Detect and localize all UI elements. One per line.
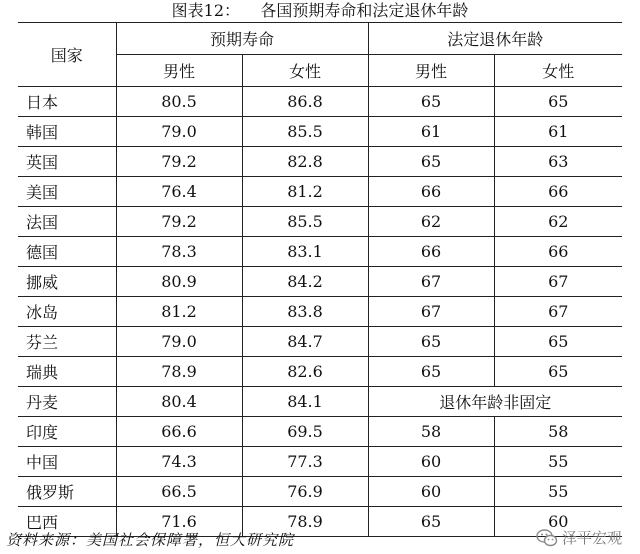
life-female-cell: 83.1 bbox=[242, 237, 368, 267]
table-row bbox=[18, 87, 622, 117]
retire-male-cell: 61 bbox=[368, 117, 494, 147]
retire-male-cell: 65 bbox=[368, 87, 494, 117]
life-male-cell: 79.2 bbox=[116, 207, 242, 237]
country-cell: 印度 bbox=[18, 417, 116, 447]
source-note: 资料来源：美国社会保障署，恒大研究院 bbox=[6, 531, 295, 549]
life-female-cell: 82.6 bbox=[242, 357, 368, 387]
life-female-cell: 83.8 bbox=[242, 297, 368, 327]
life-male-cell: 76.4 bbox=[116, 177, 242, 207]
retire-male-cell: 58 bbox=[368, 417, 494, 447]
table-row bbox=[18, 177, 622, 207]
table-row bbox=[18, 237, 622, 267]
life-female-cell: 85.5 bbox=[242, 207, 368, 237]
header-retirement-age: 法定退休年龄 bbox=[368, 23, 622, 55]
retire-female-cell: 66 bbox=[494, 237, 622, 267]
retire-female-cell: 65 bbox=[494, 87, 622, 117]
header-life-female: 女性 bbox=[242, 55, 368, 87]
header-retire-male: 男性 bbox=[368, 55, 494, 87]
header-retire-female: 女性 bbox=[494, 55, 622, 87]
country-cell: 美国 bbox=[18, 177, 116, 207]
life-male-cell: 80.4 bbox=[116, 387, 242, 417]
watermark-text: 泽平宏观 bbox=[561, 529, 622, 547]
country-cell: 韩国 bbox=[18, 117, 116, 147]
retire-female-cell: 55 bbox=[494, 477, 622, 507]
header-life-male: 男性 bbox=[116, 55, 242, 87]
retire-female-cell: 66 bbox=[494, 177, 622, 207]
country-cell: 俄罗斯 bbox=[18, 477, 116, 507]
table-row bbox=[18, 297, 622, 327]
retire-female-cell: 63 bbox=[494, 147, 622, 177]
retire-male-cell: 67 bbox=[368, 297, 494, 327]
country-cell: 英国 bbox=[18, 147, 116, 177]
life-male-cell: 80.5 bbox=[116, 87, 242, 117]
table-title: 图表12： 各国预期寿命和法定退休年龄 bbox=[171, 1, 469, 20]
retire-female-cell: 65 bbox=[494, 327, 622, 357]
retirement-merged-cell: 退休年龄非固定 bbox=[368, 387, 622, 417]
life-male-cell: 79.2 bbox=[116, 147, 242, 177]
life-male-cell: 71.6 bbox=[116, 507, 242, 537]
retire-male-cell: 66 bbox=[368, 177, 494, 207]
life-female-cell: 77.3 bbox=[242, 447, 368, 477]
life-female-cell: 69.5 bbox=[242, 417, 368, 447]
retire-male-cell: 65 bbox=[368, 507, 494, 537]
wechat-icon bbox=[536, 529, 558, 547]
table-row bbox=[18, 357, 622, 387]
country-cell: 芬兰 bbox=[18, 327, 116, 357]
life-female-cell: 76.9 bbox=[242, 477, 368, 507]
country-cell: 德国 bbox=[18, 237, 116, 267]
country-cell: 法国 bbox=[18, 207, 116, 237]
life-male-cell: 66.6 bbox=[116, 417, 242, 447]
watermark bbox=[536, 527, 622, 548]
table-body bbox=[18, 87, 622, 537]
country-cell: 日本 bbox=[18, 87, 116, 117]
life-male-cell: 74.3 bbox=[116, 447, 242, 477]
life-male-cell: 81.2 bbox=[116, 297, 242, 327]
life-female-cell: 86.8 bbox=[242, 87, 368, 117]
life-retirement-table bbox=[18, 22, 622, 537]
retire-female-cell: 55 bbox=[494, 447, 622, 477]
retire-male-cell: 62 bbox=[368, 207, 494, 237]
life-male-cell: 66.5 bbox=[116, 477, 242, 507]
life-female-cell: 85.5 bbox=[242, 117, 368, 147]
life-female-cell: 82.8 bbox=[242, 147, 368, 177]
retire-female-cell: 67 bbox=[494, 267, 622, 297]
table-row bbox=[18, 387, 622, 417]
life-female-cell: 81.2 bbox=[242, 177, 368, 207]
country-cell: 挪威 bbox=[18, 267, 116, 297]
table-row bbox=[18, 417, 622, 447]
country-cell: 巴西 bbox=[18, 507, 116, 537]
retire-male-cell: 65 bbox=[368, 147, 494, 177]
retire-male-cell: 60 bbox=[368, 477, 494, 507]
life-female-cell: 78.9 bbox=[242, 507, 368, 537]
life-female-cell: 84.7 bbox=[242, 327, 368, 357]
country-cell: 冰岛 bbox=[18, 297, 116, 327]
retire-male-cell: 67 bbox=[368, 267, 494, 297]
retire-male-cell: 60 bbox=[368, 447, 494, 477]
retire-male-cell: 65 bbox=[368, 357, 494, 387]
table-row bbox=[18, 147, 622, 177]
retire-male-cell: 65 bbox=[368, 327, 494, 357]
retire-female-cell: 65 bbox=[494, 357, 622, 387]
table-row bbox=[18, 327, 622, 357]
table-row bbox=[18, 477, 622, 507]
table-row bbox=[18, 207, 622, 237]
life-male-cell: 78.9 bbox=[116, 357, 242, 387]
retire-female-cell: 58 bbox=[494, 417, 622, 447]
header-life-expectancy: 预期寿命 bbox=[116, 23, 368, 55]
table-row bbox=[18, 447, 622, 477]
table-row bbox=[18, 267, 622, 297]
life-male-cell: 80.9 bbox=[116, 267, 242, 297]
life-female-cell: 84.2 bbox=[242, 267, 368, 297]
life-male-cell: 79.0 bbox=[116, 327, 242, 357]
life-female-cell: 84.1 bbox=[242, 387, 368, 417]
life-male-cell: 78.3 bbox=[116, 237, 242, 267]
header-country: 国家 bbox=[18, 23, 116, 87]
country-cell: 丹麦 bbox=[18, 387, 116, 417]
country-cell: 瑞典 bbox=[18, 357, 116, 387]
table-row bbox=[18, 117, 622, 147]
life-male-cell: 79.0 bbox=[116, 117, 242, 147]
retire-female-cell: 60 bbox=[494, 507, 622, 537]
retire-male-cell: 66 bbox=[368, 237, 494, 267]
retire-female-cell: 61 bbox=[494, 117, 622, 147]
retire-female-cell: 62 bbox=[494, 207, 622, 237]
country-cell: 中国 bbox=[18, 447, 116, 477]
retire-female-cell: 67 bbox=[494, 297, 622, 327]
